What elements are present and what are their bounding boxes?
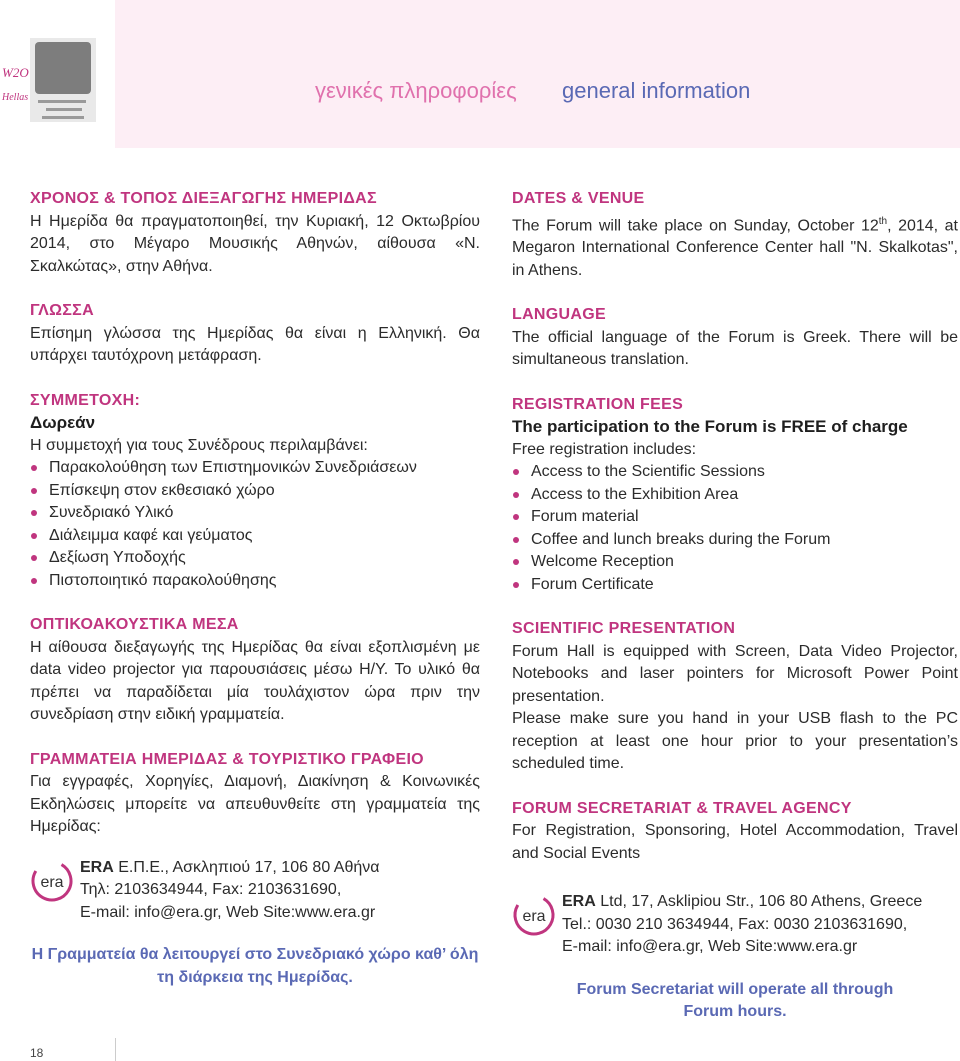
logo-caption-line [46, 108, 82, 111]
header-title-english: general information [562, 78, 751, 103]
scientific-section [512, 618, 958, 776]
section-heading: FORUM SECRETARIAT & TRAVEL AGENCY [512, 799, 852, 817]
logo-caption-line [42, 116, 84, 119]
section-text [512, 211, 958, 283]
list-item: Access to the Exhibition Area [512, 484, 958, 507]
era-phone: Tel.: 0030 210 3634944, Fax: 0030 2103631690, [562, 915, 908, 933]
english-column [512, 188, 958, 1046]
secretariat-section [30, 749, 480, 990]
language-section [30, 300, 480, 368]
section-text: Η Ημερίδα θα πραγματοποιηθεί, την Κυριακή, 12 Οκτωβρίου 2014, στο Μέγαρο Μουσικής Αθηνών, αίθουσα «Ν. Σκαλκώτας», στην Αθήνα. [30, 212, 480, 275]
list-item: Παρακολούθηση των Επιστημονικών Συνεδριάσεων [30, 457, 480, 480]
era-logo-icon [512, 893, 556, 937]
date-ordinal: th [878, 215, 888, 227]
era-name: ERA [80, 858, 114, 876]
section-text: Η αίθουσα διεξαγωγής της Ημερίδας θα είναι εξοπλισμένη με data video projector για παρουσιάσεις μέσω Η/Υ. Το υλικό θα πρέπει να παραδίδεται μία τουλάχιστον ώρα πριν την συνεδρίαση στην ειδική γραμματεία. [30, 638, 480, 723]
w2o-logo-sub: Hellas [2, 92, 29, 103]
secretariat-note: Forum Secretariat will operate all through Forum hours. [576, 980, 894, 1021]
list-item: Forum Certificate [512, 574, 958, 597]
section-subheading: Δωρεάν [30, 413, 96, 432]
dates-text-rest: , 2014, at Megaron International Conference Center hall "N. Skalkotas", in Athens. [512, 216, 958, 279]
era-line-1 [562, 891, 958, 914]
list-item: Συνεδριακό Υλικό [30, 502, 480, 525]
section-text: Για εγγραφές, Χορηγίες, Διαμονή, Διακίνηση & Κοινωνικές Εκδηλώσεις μπορείτε να απευθυνθείτε στη γραμματεία της Ημερίδας: [30, 773, 480, 835]
secretariat-section [512, 798, 958, 1024]
section-text: Επίσημη γλώσσα της Ημερίδας θα είναι η Ελληνική. Θα υπάρχει ταυτόχρονη μετάφραση. [30, 324, 480, 364]
era-address: Ε.Π.Ε., Ασκληπιού 17, 106 80 Αθήνα [113, 858, 380, 876]
header-band [115, 0, 960, 148]
section-heading: REGISTRATION FEES [512, 395, 684, 413]
era-line-1 [80, 857, 480, 880]
language-section [512, 304, 958, 372]
secretariat-note: Η Γραμματεία θα λειτουργεί στο Συνεδριακό χώρο καθ’ όλη τη διάρκεια της Ημερίδας. [31, 946, 479, 986]
registration-section [512, 394, 958, 597]
section-heading: ΓΡΑΜΜΑΤΕΙΑ ΗΜΕΡΙΔΑΣ & ΤΟΥΡΙΣΤΙΚΟ ΓΡΑΦΕΙΟ [30, 750, 424, 768]
section-intro: Free registration includes: [512, 440, 697, 458]
era-contact [30, 857, 480, 925]
list-item: Welcome Reception [512, 551, 958, 574]
w2o-logo-text: W2O [2, 65, 29, 80]
participation-section [30, 390, 480, 593]
section-heading: SCIENTIFIC PRESENTATION [512, 620, 736, 638]
section-heading: ΧΡΟΝΟΣ & ΤΟΠΟΣ ΔΙΕΞΑΓΩΓΗΣ ΗΜΕΡΙΔΑΣ [30, 190, 377, 207]
era-phone: Τηλ: 2103634944, Fax: 2103631690, [80, 881, 342, 898]
section-intro: Η συμμετοχή για τους Συνέδρους περιλαμβάνει: [30, 436, 368, 454]
av-section [30, 614, 480, 727]
era-contact [512, 891, 958, 959]
svg-text:era: era [522, 908, 546, 926]
era-web: E-mail: info@era.gr, Web Site:www.era.gr [80, 903, 376, 921]
footer-divider [115, 1038, 116, 1061]
list-item: Πιστοποιητικό παρακολούθησης [30, 570, 480, 593]
section-heading: ΟΠΤΙΚΟΑΚΟΥΣΤΙΚΑ ΜΕΣΑ [30, 616, 239, 633]
dates-section [512, 188, 958, 282]
era-address: Ltd, 17, Asklipiou Str., 106 80 Athens, Greece [595, 893, 923, 911]
era-name: ERA [562, 893, 596, 911]
section-heading: DATES & VENUE [512, 190, 645, 207]
section-heading: ΓΛΩΣΣΑ [30, 302, 94, 319]
era-logo-icon [30, 859, 74, 903]
greek-column [30, 188, 480, 1011]
portrait-image [35, 42, 91, 94]
list-item: Διάλειμμα καφέ και γεύματος [30, 525, 480, 548]
dates-section [30, 188, 480, 278]
section-text: Forum Hall is equipped with Screen, Data Video Projector, Notebooks and laser pointers for Microsoft Power Point presentation. [512, 642, 958, 705]
list-item: Coffee and lunch breaks during the Forum [512, 529, 958, 552]
dates-text: The Forum will take place on Sunday, October 12 [512, 216, 879, 234]
svg-text:era: era [40, 873, 64, 891]
section-heading: ΣΥΜΜΕΤΟΧΗ: [30, 391, 141, 409]
section-text: Please make sure you hand in your USB flash to the PC reception at least one hour prior to your presentation’s scheduled time. [512, 710, 958, 773]
forum-logo [30, 38, 96, 122]
participation-list [30, 457, 480, 592]
list-item: Forum material [512, 506, 958, 529]
section-text: For Registration, Sponsoring, Hotel Accommodation, Travel and Social Events [512, 822, 958, 862]
era-web: E-mail: info@era.gr, Web Site:www.era.gr [562, 938, 858, 956]
logo-caption-line [38, 100, 86, 103]
header-title-greek: γενικές πληροφορίες [315, 78, 517, 103]
list-item: Δεξίωση Υποδοχής [30, 547, 480, 570]
section-text: The official language of the Forum is Greek. There will be simultaneous translation. [512, 328, 958, 369]
list-item: Access to the Scientific Sessions [512, 461, 958, 484]
section-subheading: The participation to the Forum is FREE of charge [512, 417, 908, 437]
list-item: Επίσκεψη στον εκθεσιακό χώρο [30, 480, 480, 503]
registration-list [512, 461, 958, 596]
section-heading: LANGUAGE [512, 306, 606, 324]
page-number: 18 [30, 1046, 44, 1060]
